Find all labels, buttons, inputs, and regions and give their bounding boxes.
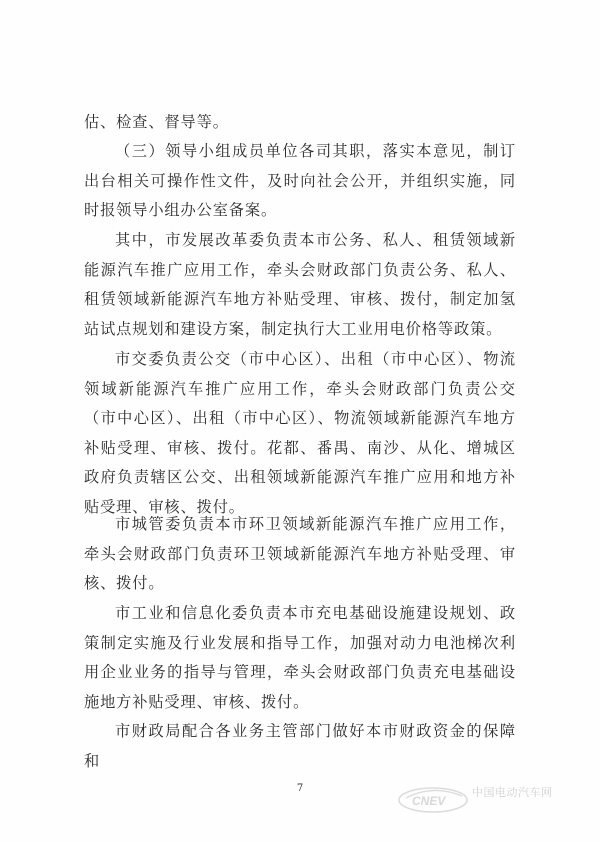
paragraph-section-three: （三）领导小组成员单位各司其职，落实本意见，制订出台相关可操作性文件，及时向社会公开，并组织实施，同时报领导小组办公室备案。 [84, 142, 516, 219]
watermark [396, 778, 586, 818]
paragraph-industry-info-commission: 市工业和信息化委负责本市充电基础设施建设规划、政策制定实施及行业发展和指导工作，加强对动力电池梯次利用企业业务的指导与管理，牵头会财政部门负责充电基础设施地方补贴受理、审核、拨付。 [84, 604, 516, 711]
page-number: 7 [296, 783, 304, 794]
paragraph-development-reform-commission: 其中，市发展改革委负责本市公务、私人、租赁领域新能源汽车推广应用工作，牵头会财政部门负责公务、私人、租赁领域新能源汽车地方补贴受理、审核、拨付，制定加氢站试点规划和建设方案，制定执行大工业用电价格等政策。 [84, 231, 516, 338]
paragraph-urban-management-commission: 市城管委负责本市环卫领域新能源汽车推广应用工作，牵头会财政部门负责环卫领域新能源汽车地方补贴受理、审核、拨付。 [84, 515, 516, 592]
cnev-logo-icon [396, 778, 470, 816]
paragraph-continuation: 估、检查、督导等。 [84, 113, 229, 131]
paragraph-transport-commission: 市交委负责公交（市中心区）、出租（市中心区）、物流领域新能源汽车推广应用工作，牵头会财政部门负责公交（市中心区）、出租（市中心区）、物流领域新能源汽车地方补贴受理、审核、拨付。花都、番禺、南沙、从化、增城区政府负责辖区公交、出租领域新能源汽车推广应用和地方补贴受理、审核、拨付。 [84, 350, 516, 516]
watermark-text: 中国电动汽车网 [472, 787, 553, 799]
paragraph-finance-bureau: 市财政局配合各业务主管部门做好本市财政资金的保障和 [84, 722, 516, 770]
watermark-logo-text: CNEV [412, 794, 446, 808]
